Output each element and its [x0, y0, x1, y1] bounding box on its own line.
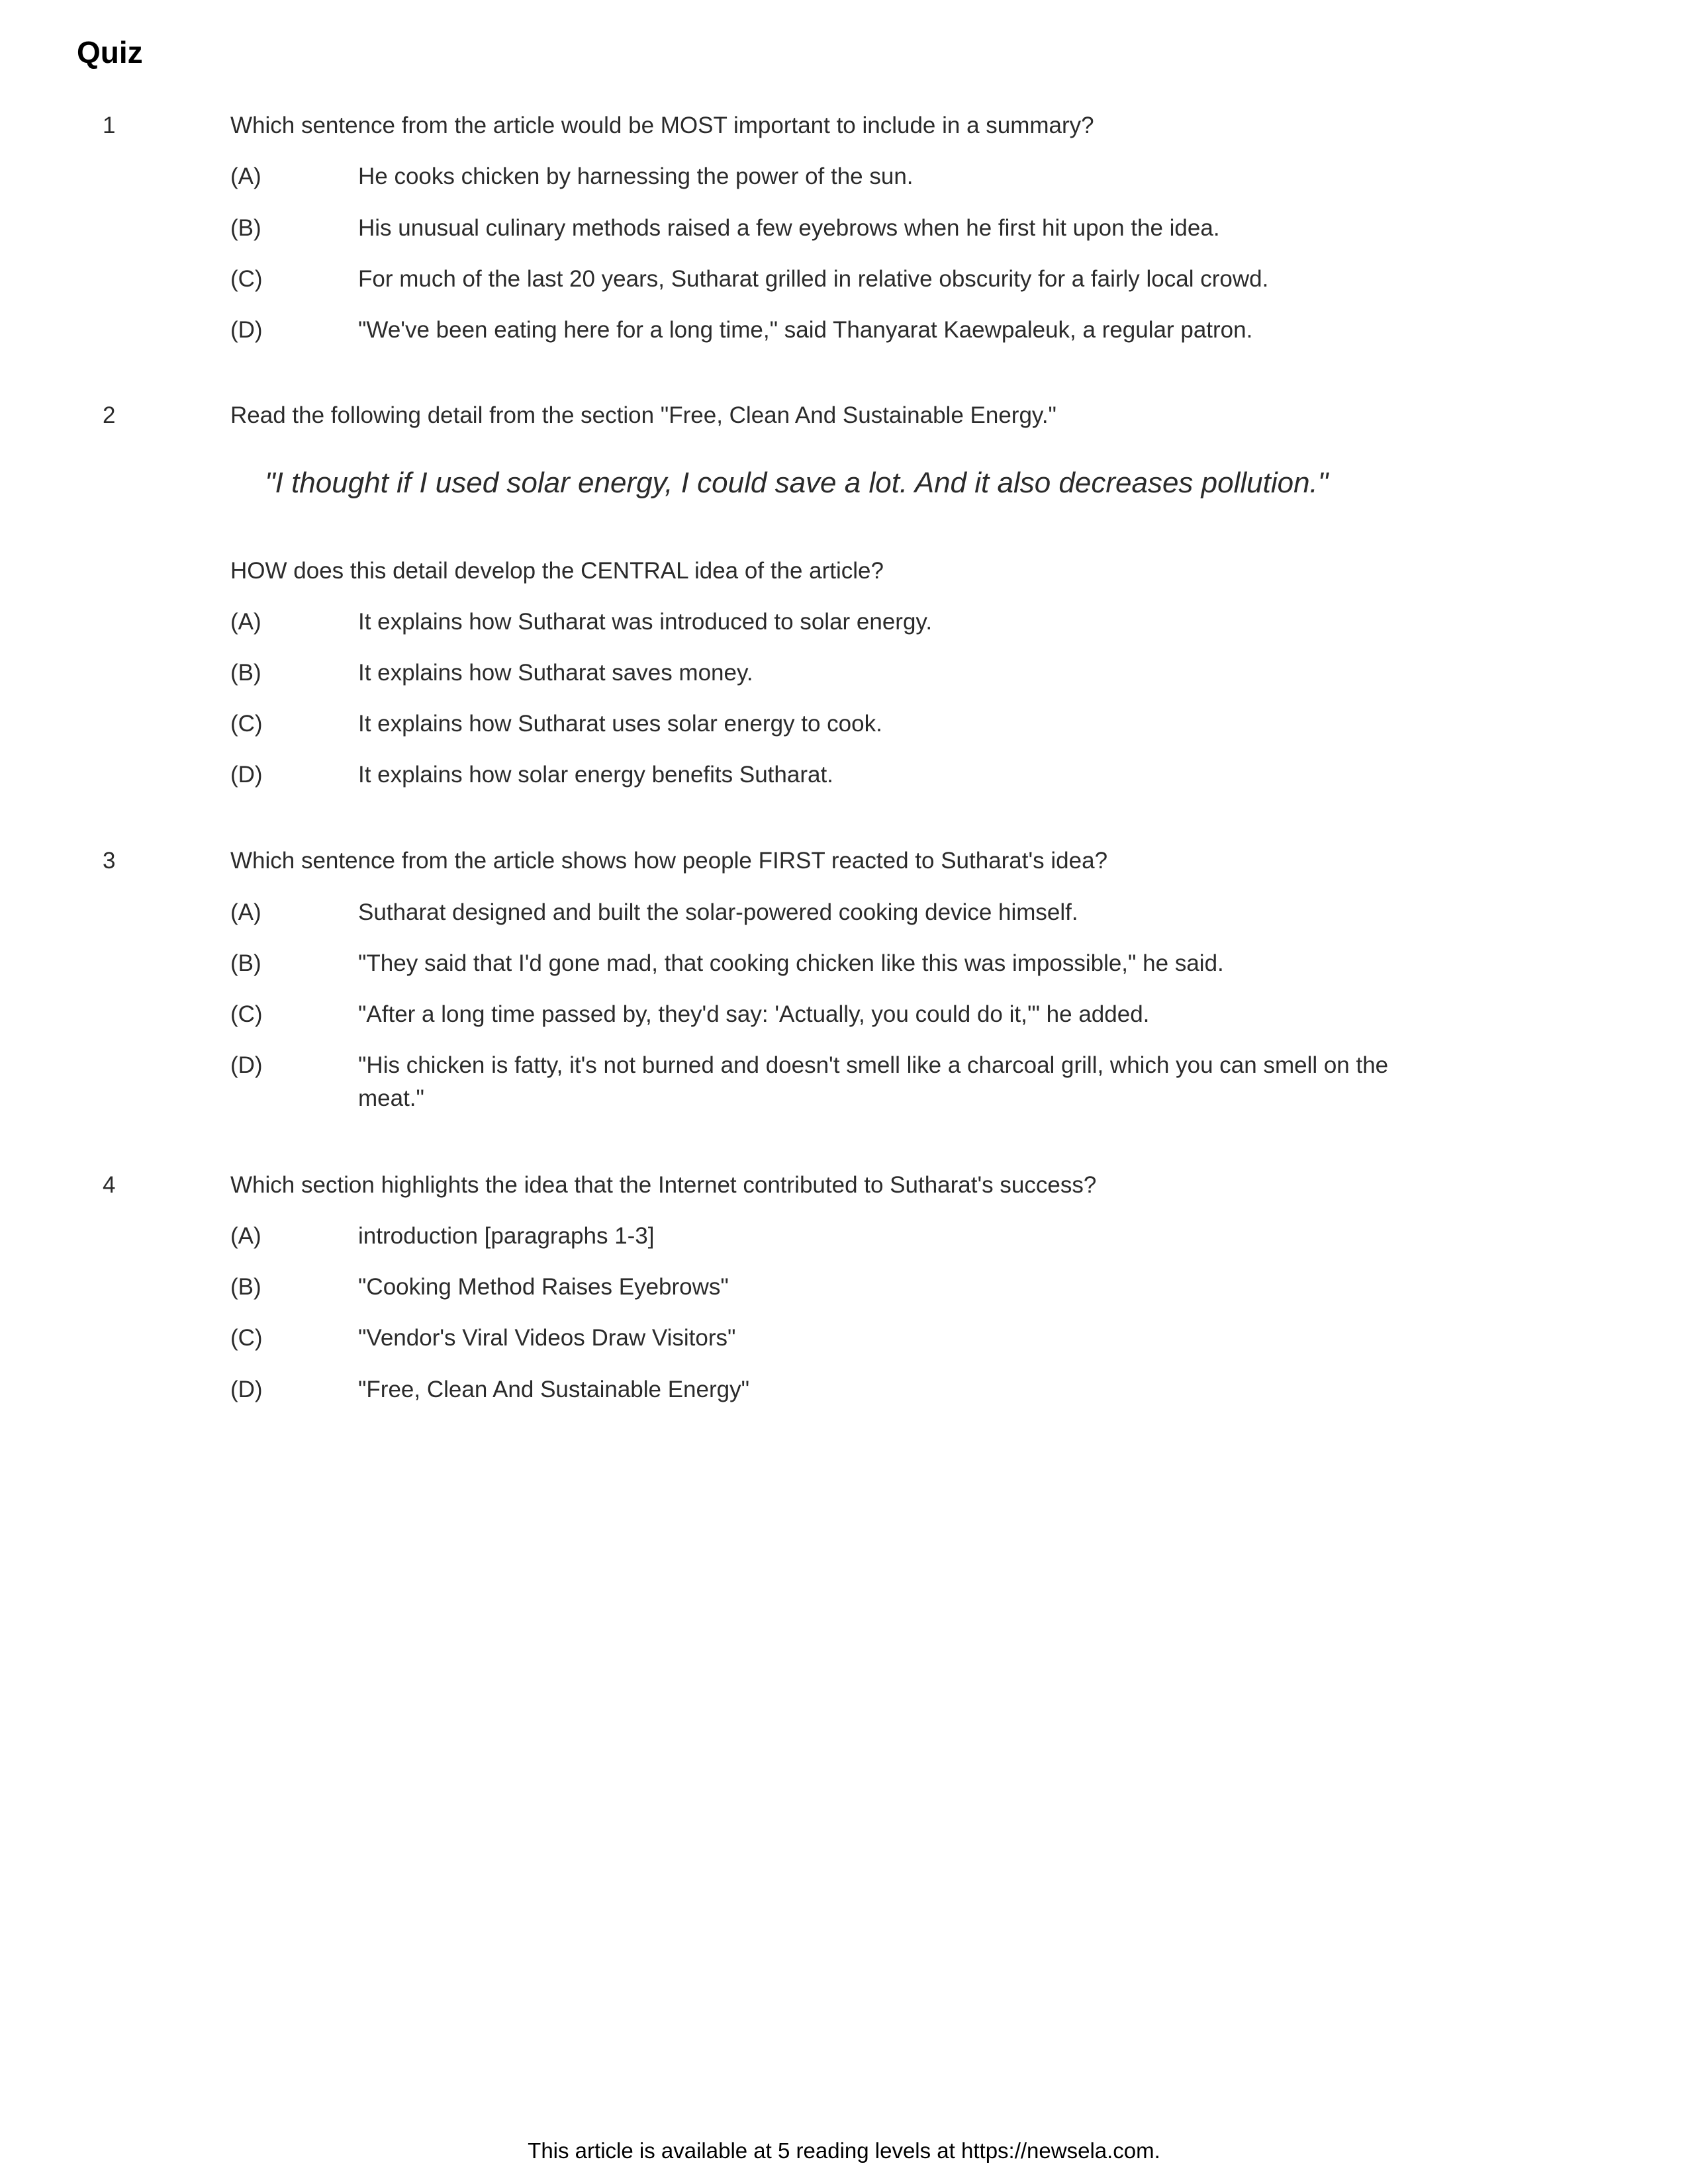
option-letter: (D) — [230, 317, 263, 343]
option-text: Sutharat designed and built the solar-powered cooking device himself. — [358, 899, 1078, 925]
question-number: 1 — [103, 113, 116, 138]
option-text: "We've been eating here for a long time," said Thanyarat Kaewpaleuk, a regular patron. — [358, 317, 1253, 343]
question-number: 2 — [103, 402, 116, 428]
option-text: introduction [paragraphs 1-3] — [358, 1223, 655, 1249]
question-quote: "I thought if I used solar energy, I could save a lot. And it also decreases pollution." — [265, 467, 1329, 499]
option-letter: (A) — [230, 899, 261, 925]
option-letter: (B) — [230, 660, 261, 686]
option-text: He cooks chicken by harnessing the power of the sun. — [358, 163, 914, 189]
option-letter: (D) — [230, 762, 263, 788]
option-letter: (D) — [230, 1377, 263, 1402]
option-text: It explains how Sutharat uses solar energy to cook. — [358, 711, 882, 737]
option-letter: (B) — [230, 1274, 261, 1300]
question-number: 4 — [103, 1172, 116, 1198]
option-letter: (A) — [230, 163, 261, 189]
option-text: "After a long time passed by, they'd say: 'Actually, you could do it,'" he added. — [358, 1001, 1150, 1027]
option-letter: (A) — [230, 1223, 261, 1249]
option-text: "Vendor's Viral Videos Draw Visitors" — [358, 1325, 736, 1351]
option-letter: (C) — [230, 266, 263, 292]
option-text: His unusual culinary methods raised a few eyebrows when he first hit upon the idea. — [358, 215, 1220, 241]
option-text: "Cooking Method Raises Eyebrows" — [358, 1274, 729, 1300]
option-letter: (B) — [230, 215, 261, 241]
option-text: "Free, Clean And Sustainable Energy" — [358, 1377, 750, 1402]
option-text: It explains how Sutharat saves money. — [358, 660, 753, 686]
option-letter: (A) — [230, 609, 261, 635]
question-sub-prompt: HOW does this detail develop the CENTRAL idea of the article? — [230, 558, 884, 584]
option-text: "They said that I'd gone mad, that cooking chicken like this was impossible," he said. — [358, 950, 1224, 976]
question-prompt: Which sentence from the article would be MOST important to include in a summary? — [230, 113, 1094, 138]
option-letter: (D) — [230, 1052, 263, 1078]
option-letter: (C) — [230, 1001, 263, 1027]
page-title: Quiz — [77, 35, 143, 69]
option-text: It explains how solar energy benefits Sutharat. — [358, 762, 833, 788]
option-text: For much of the last 20 years, Sutharat grilled in relative obscurity for a fairly local crowd. — [358, 266, 1269, 292]
footer-note: This article is available at 5 reading levels at https://newsela.com. — [528, 2138, 1160, 2163]
option-text: "His chicken is fatty, it's not burned and doesn't smell like a charcoal grill, which you can smell on the meat." — [358, 1052, 1389, 1111]
option-letter: (B) — [230, 950, 261, 976]
option-text: It explains how Sutharat was introduced to solar energy. — [358, 609, 933, 635]
option-letter: (C) — [230, 1325, 263, 1351]
option-letter: (C) — [230, 711, 263, 737]
question-prompt: Which section highlights the idea that the Internet contributed to Sutharat's success? — [230, 1172, 1097, 1198]
question-prompt: Which sentence from the article shows how people FIRST reacted to Sutharat's idea? — [230, 848, 1108, 874]
question-prompt: Read the following detail from the section "Free, Clean And Sustainable Energy." — [230, 402, 1056, 428]
question-number: 3 — [103, 848, 116, 874]
